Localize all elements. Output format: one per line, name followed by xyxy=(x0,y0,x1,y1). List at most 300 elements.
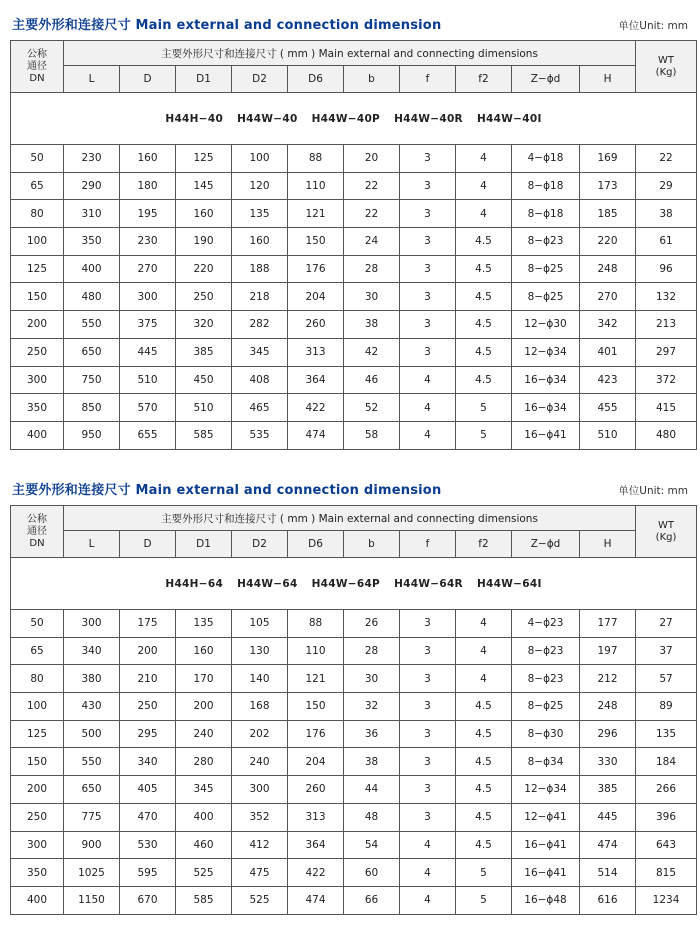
table-cell: 340 xyxy=(64,637,120,665)
table-cell: 80 xyxy=(11,200,64,228)
table-cell: 195 xyxy=(120,200,176,228)
table-cell: 4 xyxy=(456,637,512,665)
table-cell: 65 xyxy=(11,637,64,665)
table-row xyxy=(11,228,697,256)
column-header: D6 xyxy=(288,531,344,558)
table-cell: 202 xyxy=(232,720,288,748)
table-cell: 300 xyxy=(64,610,120,638)
table-cell: 4.5 xyxy=(456,255,512,283)
table-cell: 900 xyxy=(64,831,120,859)
model-code: H44W−64 xyxy=(237,577,298,590)
table-cell: 220 xyxy=(176,255,232,283)
table-cell: 12−ϕ34 xyxy=(512,338,580,366)
unit-label: 单位Unit: mm xyxy=(618,20,688,32)
table-cell: 160 xyxy=(176,637,232,665)
model-code: H44W−64R xyxy=(394,577,463,590)
dn-header-line: 公称 xyxy=(27,48,47,60)
table-cell: 150 xyxy=(11,748,64,776)
table-cell: 460 xyxy=(176,831,232,859)
model-code: H44W−40R xyxy=(394,112,463,125)
table-cell: 3 xyxy=(400,776,456,804)
table-cell: 412 xyxy=(232,831,288,859)
model-code: H44H−40 xyxy=(165,112,224,125)
table-cell: 212 xyxy=(580,665,636,693)
table-row xyxy=(11,803,697,831)
table-cell: 270 xyxy=(120,255,176,283)
table-cell: 313 xyxy=(288,803,344,831)
table-cell: 364 xyxy=(288,831,344,859)
table-cell: 850 xyxy=(64,394,120,422)
table-cell: 345 xyxy=(176,776,232,804)
header-caption: 主要外形尺寸和连接尺寸 ( mm ) Main external and connecting dimensions xyxy=(64,506,636,531)
table-cell: 350 xyxy=(11,394,64,422)
table-cell: 28 xyxy=(344,637,400,665)
dn-header-line: DN xyxy=(29,537,45,549)
table-cell: 595 xyxy=(120,859,176,887)
table-cell: 3 xyxy=(400,255,456,283)
table-cell: 1150 xyxy=(64,886,120,914)
table-cell: 510 xyxy=(176,394,232,422)
table-cell: 4 xyxy=(400,394,456,422)
table-row xyxy=(11,145,697,173)
table-cell: 3 xyxy=(400,720,456,748)
table-cell: 240 xyxy=(232,748,288,776)
wt-header-line: (Kg) xyxy=(655,531,677,543)
table-row xyxy=(11,748,697,776)
table-cell: 465 xyxy=(232,394,288,422)
table-cell: 4 xyxy=(400,366,456,394)
table-cell: 176 xyxy=(288,255,344,283)
table-cell: 3 xyxy=(400,338,456,366)
table-cell: 200 xyxy=(176,693,232,721)
table-row xyxy=(11,172,697,200)
table-cell: 340 xyxy=(120,748,176,776)
table-cell: 16−ϕ41 xyxy=(512,421,580,449)
table-cell: 37 xyxy=(636,637,697,665)
column-header: D xyxy=(120,531,176,558)
section-title-row xyxy=(10,477,692,505)
table-cell: 110 xyxy=(288,637,344,665)
table-cell: 500 xyxy=(64,720,120,748)
column-header: L xyxy=(64,66,120,93)
column-header: D6 xyxy=(288,66,344,93)
models-cell xyxy=(11,93,697,145)
table-cell: 585 xyxy=(176,886,232,914)
table-cell: 300 xyxy=(120,283,176,311)
table-cell: 4 xyxy=(456,610,512,638)
table-cell: 345 xyxy=(232,338,288,366)
dn-header-line: 公称 xyxy=(27,513,47,525)
model-code: H44W−40P xyxy=(311,112,381,125)
dn-header-cell xyxy=(11,41,64,93)
table-cell: 455 xyxy=(580,394,636,422)
table-cell: 16−ϕ41 xyxy=(512,831,580,859)
table-cell: 405 xyxy=(120,776,176,804)
table-cell: 204 xyxy=(288,748,344,776)
wt-header-line: WT xyxy=(658,519,675,531)
table-cell: 16−ϕ48 xyxy=(512,886,580,914)
table-cell: 121 xyxy=(288,200,344,228)
table-cell: 650 xyxy=(64,776,120,804)
table-cell: 5 xyxy=(456,421,512,449)
table-cell: 266 xyxy=(636,776,697,804)
table-cell: 4.5 xyxy=(456,338,512,366)
table-cell: 65 xyxy=(11,172,64,200)
table-cell: 150 xyxy=(11,283,64,311)
table-row xyxy=(11,255,697,283)
table-cell: 525 xyxy=(232,886,288,914)
column-header: f xyxy=(400,531,456,558)
column-header: b xyxy=(344,531,400,558)
column-header-row xyxy=(11,66,697,93)
table-cell: 132 xyxy=(636,283,697,311)
table-cell: 121 xyxy=(288,665,344,693)
table-cell: 8−ϕ23 xyxy=(512,637,580,665)
table-cell: 510 xyxy=(120,366,176,394)
table-cell: 197 xyxy=(580,637,636,665)
table-cell: 160 xyxy=(120,145,176,173)
table-cell: 28 xyxy=(344,255,400,283)
table-cell: 54 xyxy=(344,831,400,859)
table-cell: 474 xyxy=(580,831,636,859)
column-header: D1 xyxy=(176,531,232,558)
table-cell: 22 xyxy=(344,172,400,200)
table-cell: 3 xyxy=(400,693,456,721)
table-cell: 218 xyxy=(232,283,288,311)
table-cell: 775 xyxy=(64,803,120,831)
table-cell: 88 xyxy=(288,610,344,638)
table-cell: 29 xyxy=(636,172,697,200)
table-cell: 385 xyxy=(176,338,232,366)
table-cell: 300 xyxy=(11,366,64,394)
table-cell: 525 xyxy=(176,859,232,887)
table-cell: 50 xyxy=(11,610,64,638)
table-cell: 38 xyxy=(344,748,400,776)
table-cell: 8−ϕ18 xyxy=(512,172,580,200)
table-cell: 514 xyxy=(580,859,636,887)
table-cell: 240 xyxy=(176,720,232,748)
column-header: b xyxy=(344,66,400,93)
table-cell: 145 xyxy=(176,172,232,200)
table-cell: 88 xyxy=(288,145,344,173)
table-cell: 585 xyxy=(176,421,232,449)
table-row xyxy=(11,831,697,859)
table-cell: 3 xyxy=(400,637,456,665)
table-cell: 135 xyxy=(232,200,288,228)
table-cell: 135 xyxy=(636,720,697,748)
table-cell: 400 xyxy=(176,803,232,831)
table-cell: 50 xyxy=(11,145,64,173)
wt-header-line: (Kg) xyxy=(655,66,677,78)
table-cell: 3 xyxy=(400,228,456,256)
column-header: D1 xyxy=(176,66,232,93)
table-cell: 4.5 xyxy=(456,803,512,831)
table-cell: 20 xyxy=(344,145,400,173)
table-cell: 300 xyxy=(232,776,288,804)
table-cell: 270 xyxy=(580,283,636,311)
table-cell: 655 xyxy=(120,421,176,449)
table-cell: 5 xyxy=(456,394,512,422)
table-cell: 16−ϕ34 xyxy=(512,394,580,422)
table-row xyxy=(11,886,697,914)
table-cell: 38 xyxy=(636,200,697,228)
table-cell: 385 xyxy=(580,776,636,804)
header-caption: 主要外形尺寸和连接尺寸 ( mm ) Main external and connecting dimensions xyxy=(64,41,636,66)
table-cell: 8−ϕ25 xyxy=(512,693,580,721)
dimension-table xyxy=(10,505,697,915)
table-cell: 250 xyxy=(176,283,232,311)
table-cell: 4−ϕ23 xyxy=(512,610,580,638)
header-row xyxy=(11,506,697,531)
table-cell: 248 xyxy=(580,693,636,721)
table-cell: 188 xyxy=(232,255,288,283)
table-cell: 185 xyxy=(580,200,636,228)
table-cell: 24 xyxy=(344,228,400,256)
table-cell: 310 xyxy=(64,200,120,228)
table-cell: 352 xyxy=(232,803,288,831)
table-cell: 105 xyxy=(232,610,288,638)
table-cell: 44 xyxy=(344,776,400,804)
table-cell: 48 xyxy=(344,803,400,831)
table-cell: 120 xyxy=(232,172,288,200)
dn-header-cell xyxy=(11,506,64,558)
table-cell: 66 xyxy=(344,886,400,914)
table-cell: 96 xyxy=(636,255,697,283)
table-row xyxy=(11,720,697,748)
table-cell: 3 xyxy=(400,748,456,776)
column-header-row xyxy=(11,531,697,558)
table-cell: 4.5 xyxy=(456,311,512,339)
table-cell: 470 xyxy=(120,803,176,831)
table-cell: 260 xyxy=(288,311,344,339)
table-cell: 12−ϕ41 xyxy=(512,803,580,831)
models-row xyxy=(11,93,697,145)
table-cell: 375 xyxy=(120,311,176,339)
table-cell: 3 xyxy=(400,311,456,339)
table-cell: 422 xyxy=(288,394,344,422)
models-row xyxy=(11,558,697,610)
model-code: H44W−40I xyxy=(476,112,542,125)
table-cell: 616 xyxy=(580,886,636,914)
table-cell: 4 xyxy=(400,421,456,449)
table-cell: 4 xyxy=(400,859,456,887)
table-cell: 8−ϕ25 xyxy=(512,255,580,283)
table-cell: 160 xyxy=(232,228,288,256)
table-cell: 380 xyxy=(64,665,120,693)
table-cell: 250 xyxy=(11,803,64,831)
table-cell: 422 xyxy=(288,859,344,887)
table-row xyxy=(11,338,697,366)
table-cell: 169 xyxy=(580,145,636,173)
column-header: L xyxy=(64,531,120,558)
table-cell: 535 xyxy=(232,421,288,449)
table-cell: 4 xyxy=(456,665,512,693)
table-cell: 3 xyxy=(400,665,456,693)
table-cell: 89 xyxy=(636,693,697,721)
table-cell: 150 xyxy=(288,693,344,721)
table-row xyxy=(11,421,697,449)
table-cell: 815 xyxy=(636,859,697,887)
table-cell: 100 xyxy=(11,228,64,256)
dimension-section-pn40 xyxy=(10,12,692,450)
unit-label: 单位Unit: mm xyxy=(618,485,688,497)
wt-header-cell xyxy=(636,41,697,93)
table-cell: 190 xyxy=(176,228,232,256)
table-cell: 110 xyxy=(288,172,344,200)
table-cell: 213 xyxy=(636,311,697,339)
table-cell: 475 xyxy=(232,859,288,887)
table-cell: 26 xyxy=(344,610,400,638)
table-cell: 4.5 xyxy=(456,776,512,804)
table-cell: 8−ϕ18 xyxy=(512,200,580,228)
table-cell: 100 xyxy=(11,693,64,721)
table-cell: 130 xyxy=(232,637,288,665)
column-header: f2 xyxy=(456,531,512,558)
table-cell: 570 xyxy=(120,394,176,422)
table-cell: 22 xyxy=(344,200,400,228)
table-cell: 140 xyxy=(232,665,288,693)
table-cell: 22 xyxy=(636,145,697,173)
table-row xyxy=(11,693,697,721)
table-cell: 176 xyxy=(288,720,344,748)
header-row xyxy=(11,41,697,66)
model-code: H44W−40 xyxy=(237,112,298,125)
table-cell: 125 xyxy=(11,720,64,748)
table-cell: 297 xyxy=(636,338,697,366)
table-cell: 474 xyxy=(288,886,344,914)
table-cell: 250 xyxy=(120,693,176,721)
table-cell: 1025 xyxy=(64,859,120,887)
table-cell: 170 xyxy=(176,665,232,693)
table-cell: 3 xyxy=(400,803,456,831)
table-row xyxy=(11,637,697,665)
table-cell: 42 xyxy=(344,338,400,366)
table-row xyxy=(11,200,697,228)
table-cell: 430 xyxy=(64,693,120,721)
column-header: Z−ϕd xyxy=(512,531,580,558)
table-cell: 8−ϕ30 xyxy=(512,720,580,748)
table-cell: 100 xyxy=(232,145,288,173)
table-cell: 401 xyxy=(580,338,636,366)
table-cell: 480 xyxy=(64,283,120,311)
column-header: Z−ϕd xyxy=(512,66,580,93)
table-cell: 550 xyxy=(64,748,120,776)
table-cell: 950 xyxy=(64,421,120,449)
table-cell: 300 xyxy=(11,831,64,859)
table-cell: 4.5 xyxy=(456,283,512,311)
models-cell xyxy=(11,558,697,610)
table-cell: 248 xyxy=(580,255,636,283)
table-cell: 423 xyxy=(580,366,636,394)
table-cell: 12−ϕ34 xyxy=(512,776,580,804)
table-cell: 36 xyxy=(344,720,400,748)
table-cell: 16−ϕ34 xyxy=(512,366,580,394)
table-cell: 445 xyxy=(580,803,636,831)
table-cell: 204 xyxy=(288,283,344,311)
table-cell: 52 xyxy=(344,394,400,422)
dimension-table xyxy=(10,40,697,450)
table-cell: 200 xyxy=(120,637,176,665)
table-cell: 313 xyxy=(288,338,344,366)
model-code: H44W−64P xyxy=(311,577,381,590)
column-header: D xyxy=(120,66,176,93)
model-code: H44W−64I xyxy=(476,577,542,590)
table-cell: 400 xyxy=(11,421,64,449)
table-cell: 8−ϕ23 xyxy=(512,665,580,693)
table-cell: 230 xyxy=(64,145,120,173)
table-cell: 8−ϕ23 xyxy=(512,228,580,256)
table-cell: 643 xyxy=(636,831,697,859)
table-cell: 4 xyxy=(400,886,456,914)
wt-header-line: WT xyxy=(658,54,675,66)
table-cell: 450 xyxy=(176,366,232,394)
table-row xyxy=(11,311,697,339)
table-cell: 160 xyxy=(176,200,232,228)
table-cell: 4 xyxy=(456,145,512,173)
table-row xyxy=(11,394,697,422)
table-cell: 8−ϕ34 xyxy=(512,748,580,776)
table-cell: 550 xyxy=(64,311,120,339)
table-cell: 4−ϕ18 xyxy=(512,145,580,173)
table-row xyxy=(11,283,697,311)
table-cell: 27 xyxy=(636,610,697,638)
table-cell: 125 xyxy=(11,255,64,283)
section-title: 主要外形和连接尺寸 Main external and connection dimension xyxy=(12,18,442,33)
table-cell: 8−ϕ25 xyxy=(512,283,580,311)
table-cell: 3 xyxy=(400,283,456,311)
column-header: H xyxy=(580,66,636,93)
table-cell: 135 xyxy=(176,610,232,638)
column-header: f2 xyxy=(456,66,512,93)
section-title: 主要外形和连接尺寸 Main external and connection dimension xyxy=(12,483,442,498)
table-cell: 4 xyxy=(456,200,512,228)
section-title-row xyxy=(10,12,692,40)
table-row xyxy=(11,859,697,887)
table-cell: 200 xyxy=(11,311,64,339)
table-cell: 16−ϕ41 xyxy=(512,859,580,887)
table-cell: 177 xyxy=(580,610,636,638)
table-cell: 5 xyxy=(456,859,512,887)
table-cell: 1234 xyxy=(636,886,697,914)
table-cell: 480 xyxy=(636,421,697,449)
table-cell: 295 xyxy=(120,720,176,748)
table-cell: 4.5 xyxy=(456,720,512,748)
table-cell: 200 xyxy=(11,776,64,804)
table-cell: 408 xyxy=(232,366,288,394)
table-cell: 46 xyxy=(344,366,400,394)
column-header: D2 xyxy=(232,531,288,558)
table-cell: 415 xyxy=(636,394,697,422)
table-cell: 750 xyxy=(64,366,120,394)
table-cell: 57 xyxy=(636,665,697,693)
table-cell: 670 xyxy=(120,886,176,914)
table-cell: 396 xyxy=(636,803,697,831)
dn-header-line: 通径 xyxy=(27,60,47,72)
table-cell: 4.5 xyxy=(456,748,512,776)
table-cell: 60 xyxy=(344,859,400,887)
table-cell: 3 xyxy=(400,172,456,200)
table-cell: 184 xyxy=(636,748,697,776)
table-cell: 280 xyxy=(176,748,232,776)
table-cell: 4.5 xyxy=(456,228,512,256)
table-cell: 4 xyxy=(400,831,456,859)
table-cell: 400 xyxy=(64,255,120,283)
table-cell: 290 xyxy=(64,172,120,200)
table-cell: 80 xyxy=(11,665,64,693)
table-cell: 173 xyxy=(580,172,636,200)
table-cell: 445 xyxy=(120,338,176,366)
table-cell: 474 xyxy=(288,421,344,449)
